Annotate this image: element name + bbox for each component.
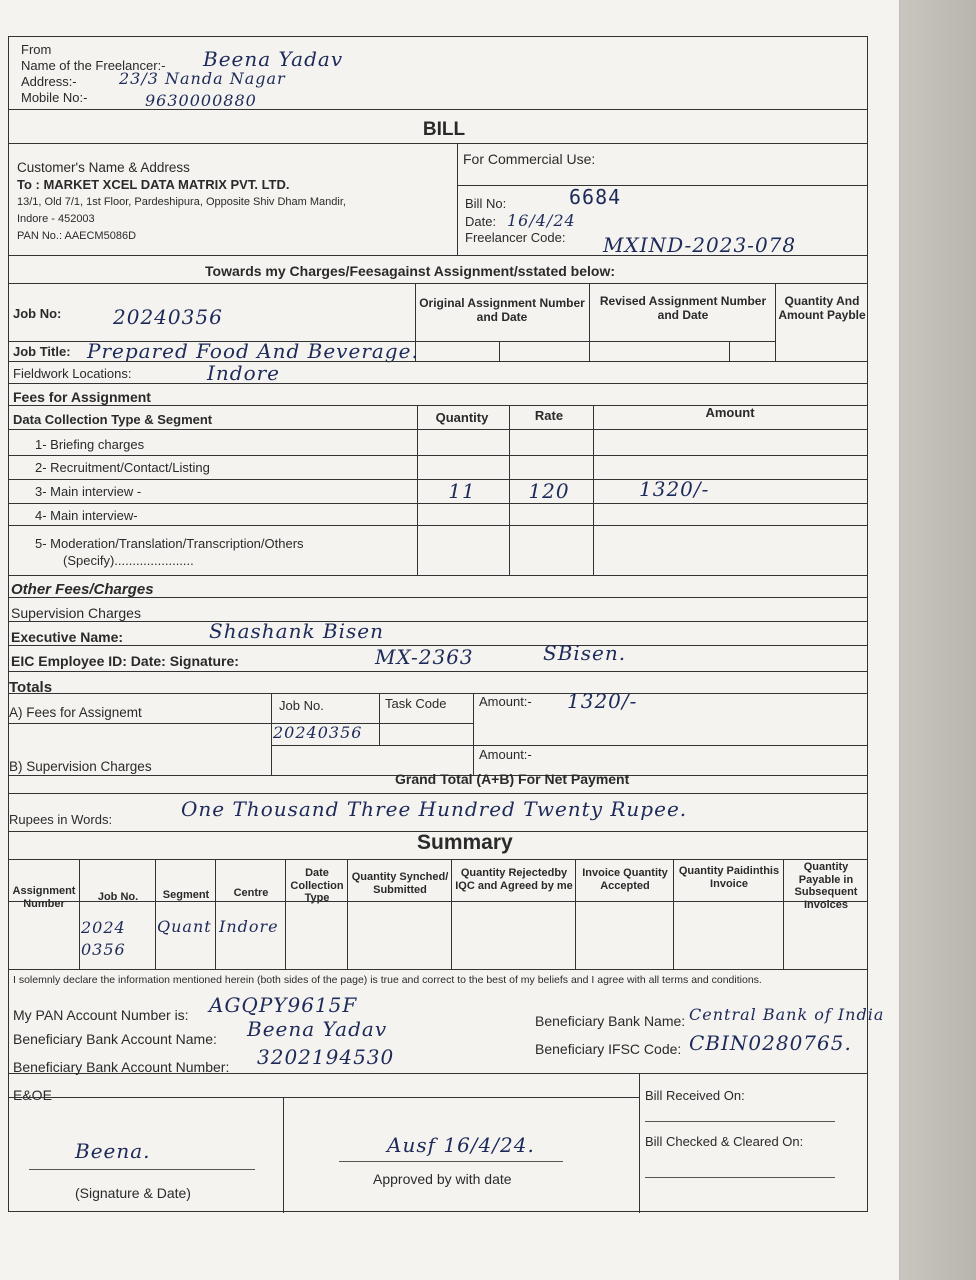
divider bbox=[9, 503, 867, 504]
summary-segment: Quant bbox=[157, 917, 212, 936]
job-no-value: 20240356 bbox=[113, 305, 223, 329]
address-label: Address:- bbox=[21, 74, 77, 89]
bank-account-name-value: Beena Yadav bbox=[247, 1017, 388, 1041]
background-surface bbox=[900, 0, 976, 1280]
totals-b-label: B) Supervision Charges bbox=[9, 759, 152, 774]
totals-b-amount-label: Amount:- bbox=[479, 747, 532, 762]
fees-heading: Fees for Assignment bbox=[13, 389, 151, 405]
divider bbox=[593, 405, 594, 575]
totals-a-label: A) Fees for Assignemt bbox=[9, 705, 142, 720]
eic-label: EIC Employee ID: Date: Signature: bbox=[11, 653, 239, 669]
divider bbox=[499, 341, 500, 361]
divider bbox=[9, 723, 473, 724]
divider bbox=[155, 859, 156, 969]
mobile-label: Mobile No:- bbox=[21, 90, 88, 105]
summary-header: Segment bbox=[162, 889, 210, 901]
mobile-value: 9630000880 bbox=[145, 91, 257, 110]
summary-title: Summary bbox=[417, 831, 513, 854]
job-title-value: Prepared Food And Beverage. bbox=[87, 339, 419, 363]
freelancer-name-value: Beena Yadav bbox=[203, 47, 344, 71]
customer-to-line: To : MARKET XCEL DATA MATRIX PVT. LTD. bbox=[17, 177, 290, 192]
approved-signature: Ausf 16/4/24. bbox=[387, 1133, 535, 1157]
divider bbox=[9, 143, 867, 144]
original-assignment-header: Original Assignment Number and Date bbox=[419, 296, 585, 324]
approved-label: Approved by with date bbox=[373, 1171, 512, 1187]
commercial-heading: For Commercial Use: bbox=[463, 151, 596, 167]
totals-task-code-label: Task Code bbox=[385, 696, 447, 711]
divider bbox=[285, 859, 286, 969]
divider bbox=[271, 693, 272, 775]
divider bbox=[473, 693, 474, 775]
totals-amount-label: Amount:- bbox=[479, 694, 532, 709]
divider bbox=[9, 361, 867, 362]
summary-header: Quantity Rejectedby IQC and Agreed by me bbox=[455, 867, 573, 892]
fee-row-label: 5- Moderation/Translation/Transcription/Others bbox=[35, 536, 304, 551]
bill-received-label: Bill Received On: bbox=[645, 1088, 745, 1103]
fee-row-amount: 1320/- bbox=[639, 477, 710, 501]
date-label: Date: bbox=[465, 214, 497, 229]
fieldwork-label: Fieldwork Locations: bbox=[13, 366, 132, 381]
bill-title: BILL bbox=[422, 119, 466, 140]
bank-account-name-label: Beneficiary Bank Account Name: bbox=[13, 1031, 217, 1047]
executive-name-label: Executive Name: bbox=[11, 629, 124, 645]
divider bbox=[9, 671, 867, 672]
summary-header: Date Collection Type bbox=[290, 867, 344, 905]
supervision-charges-label: Supervision Charges bbox=[11, 605, 141, 621]
summary-header: Centre bbox=[233, 887, 269, 899]
summary-job-no: 2024 0356 bbox=[81, 918, 126, 960]
col-amount: Amount bbox=[705, 405, 755, 420]
divider bbox=[9, 859, 867, 860]
divider bbox=[729, 341, 730, 361]
divider bbox=[9, 969, 867, 970]
ifsc-value: CBIN0280765. bbox=[689, 1031, 852, 1055]
divider bbox=[9, 621, 867, 622]
customer-pan: PAN No.: AAECM5086D bbox=[17, 230, 137, 242]
summary-header: Job No. bbox=[97, 891, 139, 903]
summary-header: Quantity Payable in Subsequent Invoices bbox=[794, 861, 858, 911]
eic-id-value: MX-2363 bbox=[375, 645, 474, 669]
totals-job-no-label: Job No. bbox=[279, 698, 324, 713]
revised-assignment-header: Revised Assignment Number and Date bbox=[599, 294, 767, 322]
signature-value: Beena. bbox=[75, 1139, 151, 1163]
signature-line bbox=[29, 1169, 255, 1170]
divider bbox=[9, 255, 867, 256]
executive-name-value: Shashank Bisen bbox=[209, 619, 385, 643]
divider bbox=[9, 1097, 639, 1098]
divider bbox=[9, 575, 867, 576]
divider bbox=[639, 1073, 640, 1213]
totals-a-job-no: 20240356 bbox=[273, 723, 363, 742]
customer-address-line2: Indore - 452003 bbox=[17, 213, 95, 225]
fee-row-qty: 11 bbox=[448, 479, 476, 503]
rupees-in-words-label: Rupees in Words: bbox=[9, 812, 113, 827]
date-value: 16/4/24 bbox=[507, 211, 576, 230]
divider bbox=[9, 429, 867, 430]
fee-row-label: 3- Main interview - bbox=[35, 484, 142, 499]
divider bbox=[9, 455, 867, 456]
divider bbox=[79, 859, 80, 969]
bank-account-number-value: 3202194530 bbox=[257, 1045, 395, 1069]
divider bbox=[673, 859, 674, 969]
divider bbox=[9, 597, 867, 598]
other-fees-heading: Other Fees/Charges bbox=[11, 581, 154, 598]
grand-total-label: Grand Total (A+B) For Net Payment bbox=[395, 771, 630, 787]
fee-row-label: 4- Main interview- bbox=[35, 508, 138, 523]
bank-name-label: Beneficiary Bank Name: bbox=[535, 1013, 686, 1029]
totals-heading: Totals bbox=[9, 679, 53, 696]
col-rate: Rate bbox=[534, 408, 564, 423]
job-no-label: Job No: bbox=[13, 306, 62, 321]
fee-row-specify: (Specify)...................... bbox=[63, 553, 194, 568]
signature-label: (Signature & Date) bbox=[75, 1185, 191, 1201]
declaration-text: I solemnly declare the information mentioned herein (both sides of the page) is true and correct to the best of my beliefs and I agree with all terms and conditions. bbox=[13, 974, 762, 986]
divider bbox=[9, 109, 867, 110]
summary-header: Quantity Paidinthis Invoice bbox=[678, 865, 780, 890]
address-value: 23/3 Nanda Nagar bbox=[119, 69, 286, 88]
divider bbox=[379, 693, 380, 745]
divider bbox=[451, 859, 452, 969]
divider bbox=[215, 859, 216, 969]
bill-form bbox=[8, 36, 885, 1212]
quantity-amount-header: Quantity And Amount Payble bbox=[778, 294, 866, 322]
divider bbox=[9, 283, 867, 284]
summary-header: Quantity Synched/ Submitted bbox=[351, 871, 449, 896]
divider bbox=[271, 745, 867, 746]
customer-address-line1: 13/1, Old 7/1, 1st Floor, Pardeshipura, Opposite Shiv Dham Mandir, bbox=[17, 196, 346, 208]
col-data-collection-type: Data Collection Type & Segment bbox=[13, 412, 213, 427]
bank-account-number-label: Beneficiary Bank Account Number: bbox=[13, 1059, 230, 1075]
divider bbox=[783, 859, 784, 969]
freelancer-code-label: Freelancer Code: bbox=[465, 230, 566, 245]
bill-received-line bbox=[645, 1121, 835, 1122]
divider bbox=[9, 1073, 867, 1074]
approved-line bbox=[339, 1161, 563, 1162]
divider bbox=[283, 1097, 284, 1213]
divider bbox=[775, 283, 776, 361]
freelancer-code-value: MXIND-2023-078 bbox=[603, 233, 797, 257]
freelancer-name-label: Name of the Freelancer:- bbox=[21, 58, 166, 73]
divider bbox=[457, 143, 458, 255]
bill-no-label: Bill No: bbox=[465, 196, 507, 211]
summary-header: Invoice Quantity Accepted bbox=[582, 867, 668, 892]
bill-no-value: 6684 bbox=[569, 185, 622, 209]
eic-signature: SBisen. bbox=[543, 641, 627, 665]
divider bbox=[9, 793, 867, 794]
rupees-in-words-value: One Thousand Three Hundred Twenty Rupee. bbox=[181, 797, 688, 821]
pan-label: My PAN Account Number is: bbox=[13, 1007, 189, 1023]
totals-a-amount: 1320/- bbox=[567, 689, 638, 713]
bill-checked-line bbox=[645, 1177, 835, 1178]
fee-row-label: 1- Briefing charges bbox=[35, 437, 145, 452]
divider bbox=[347, 859, 348, 969]
divider bbox=[9, 901, 867, 902]
divider bbox=[589, 283, 590, 361]
bill-checked-label: Bill Checked & Cleared On: bbox=[645, 1134, 804, 1149]
divider bbox=[9, 525, 867, 526]
pan-value: AGQPY9615F bbox=[209, 993, 358, 1017]
towards-heading: Towards my Charges/Feesagainst Assignment/sstated below: bbox=[205, 263, 615, 279]
col-quantity: Quantity bbox=[435, 410, 489, 425]
fee-row-label: 2- Recruitment/Contact/Listing bbox=[35, 460, 210, 475]
summary-centre: Indore bbox=[219, 917, 279, 936]
job-title-label: Job Title: bbox=[13, 344, 71, 359]
divider bbox=[457, 185, 867, 186]
eoe-label: E&OE bbox=[13, 1087, 52, 1103]
divider bbox=[575, 859, 576, 969]
divider bbox=[9, 693, 867, 694]
summary-header: Assignment Number bbox=[12, 885, 76, 910]
bank-name-value: Central Bank of India bbox=[689, 1005, 885, 1024]
divider bbox=[9, 383, 867, 384]
from-label: From bbox=[21, 42, 52, 57]
fee-row-rate: 120 bbox=[528, 479, 570, 503]
customer-heading: Customer's Name & Address bbox=[17, 160, 190, 175]
ifsc-label: Beneficiary IFSC Code: bbox=[535, 1041, 682, 1057]
fieldwork-value: Indore bbox=[207, 361, 281, 385]
